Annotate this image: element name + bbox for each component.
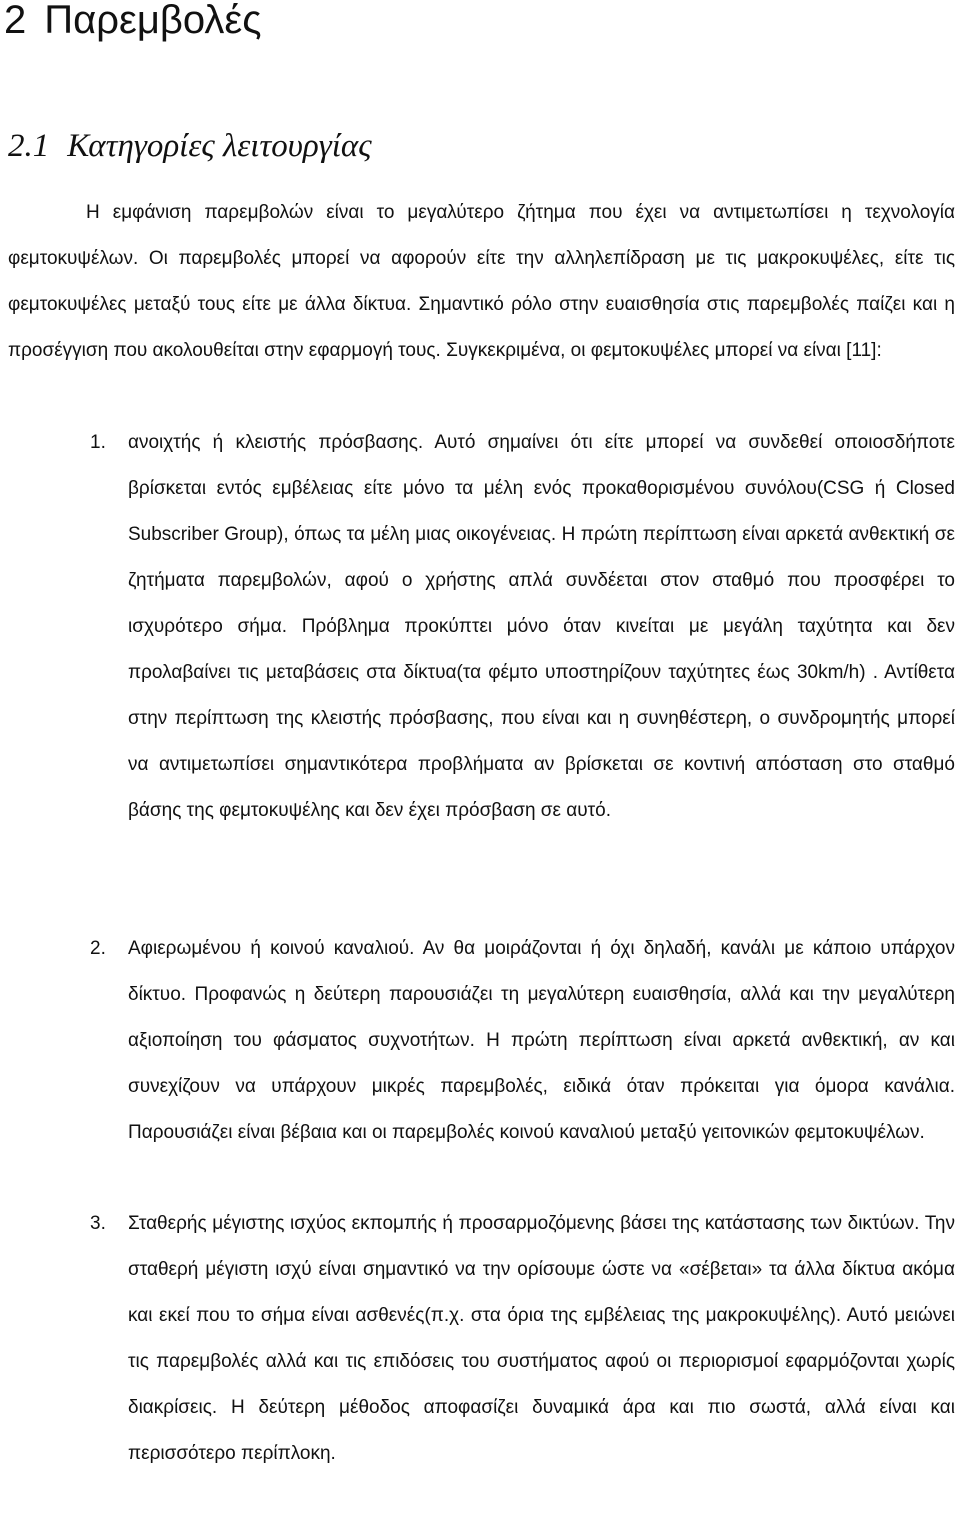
- list-item: [0, 926, 955, 1156]
- section-number: 2: [4, 0, 27, 42]
- list-item-text: Σταθερής μέγιστης ισχύος εκπομπής ή προσαρμοζόμενης βάσει της κατάστασης των δικτύων. Την σταθερή μέγιστη ισχύ είναι σημαντικό να την ορίσουμε ώστε να «σέβεται» τα άλλα δίκτυα ακόμα και εκεί που το σήμα είναι ασθενές(π.χ. στα όρια της εμβέλειας της μακροκυψέλης). Αυτό μειώνει τις παρεμβολές αλλά και τις επιδόσεις του συστήματος αφού οι περιορισμοί εφαρμόζονται χωρίς διακρίσεις. Η δεύτερη μέθοδος αποφασίζει δυναμικά άρα και πιο σωστά, αλλά είναι και περισσότερο περίπλοκη.: [128, 1213, 955, 1464]
- list-item-text: Αφιερωμένου ή κοινού καναλιού. Αν θα μοιράζονται ή όχι δηλαδή, κανάλι με κάποιο υπάρχον δίκτυο. Προφανώς η δεύτερη παρουσιάζει τη μεγαλύτερη ευαισθησία, αλλά και την μεγαλύτερη αξιοποίηση του φάσματος συχνοτήτων. Η πρώτη περίπτωση είναι αρκετά ανθεκτική, αν και συνεχίζουν να υπάρχουν μικρές παρεμβολές, ειδικά όταν πρόκειται για όμορα κανάλια. Παρουσιάζει είναι βέβαια και οι παρεμβολές κοινού καναλιού μεταξύ γειτονικών φεμτοκυψέλων.: [128, 938, 955, 1143]
- intro-paragraph: Η εμφάνιση παρεμβολών είναι το μεγαλύτερο ζήτημα που έχει να αντιμετωπίσει η τεχνολογία φεμτοκυψέλων. Οι παρεμβολές μπορεί να αφορούν είτε την αλληλεπίδραση με τις μακροκυψέλες, είτε τις φεμτοκυψέλες μεταξύ τους είτε με άλλα δίκτυα. Σημαντικό ρόλο στην ευαισθησία στις παρεμβολές παίζει και η προσέγγιση που ακολουθείται στην εφαρμογή τους. Συγκεκριμένα, οι φεμτοκυψέλες μπορεί να είναι [11]:: [8, 202, 955, 361]
- subsection-title: Κατηγορίες λειτουργίας: [67, 128, 372, 164]
- subsection-heading: [8, 124, 372, 168]
- section-heading: [4, 0, 262, 46]
- list-item: [0, 420, 955, 834]
- subsection-number: 2.1: [8, 128, 50, 164]
- list-item-marker: 1.: [90, 432, 106, 453]
- list-item-text: ανοιχτής ή κλειστής πρόσβασης. Αυτό σημαίνει ότι είτε μπορεί να συνδεθεί οποιοσδήποτε βρίσκεται εντός εμβέλειας είτε μόνο τα μέλη ενός προκαθορισμένου συνόλου(CSG ή Closed Subscriber Group), όπως τα μέλη μιας οικογένειας. Η πρώτη περίπτωση είναι αρκετά ανθεκτική σε ζητήματα παρεμβολών, αφού ο χρήστης απλά συνδέεται στον σταθμό που προσφέρει το ισχυρότερο σήμα. Πρόβλημα προκύπτει μόνο όταν κινείται με μεγάλη ταχύτητα και δεν προλαβαίνει τις μεταβάσεις στα δίκτυα(τα φέμτο υποστηρίζουν ταχύτητες έως 30km/h) . Αντίθετα στην περίπτωση της κλειστής πρόσβασης, που είναι και η συνηθέστερη, ο συνδρομητής μπορεί να αντιμετωπίσει σημαντικότερα προβλήματα αν βρίσκεται σε κοντινή απόσταση στο σταθμό βάσης της φεμτοκυψέλης και δεν έχει πρόσβαση σε αυτό.: [128, 432, 955, 821]
- list-item-marker: 2.: [90, 938, 106, 959]
- list-item: [0, 1201, 955, 1477]
- section-title: Παρεμβολές: [44, 0, 262, 42]
- list-item-marker: 3.: [90, 1213, 106, 1234]
